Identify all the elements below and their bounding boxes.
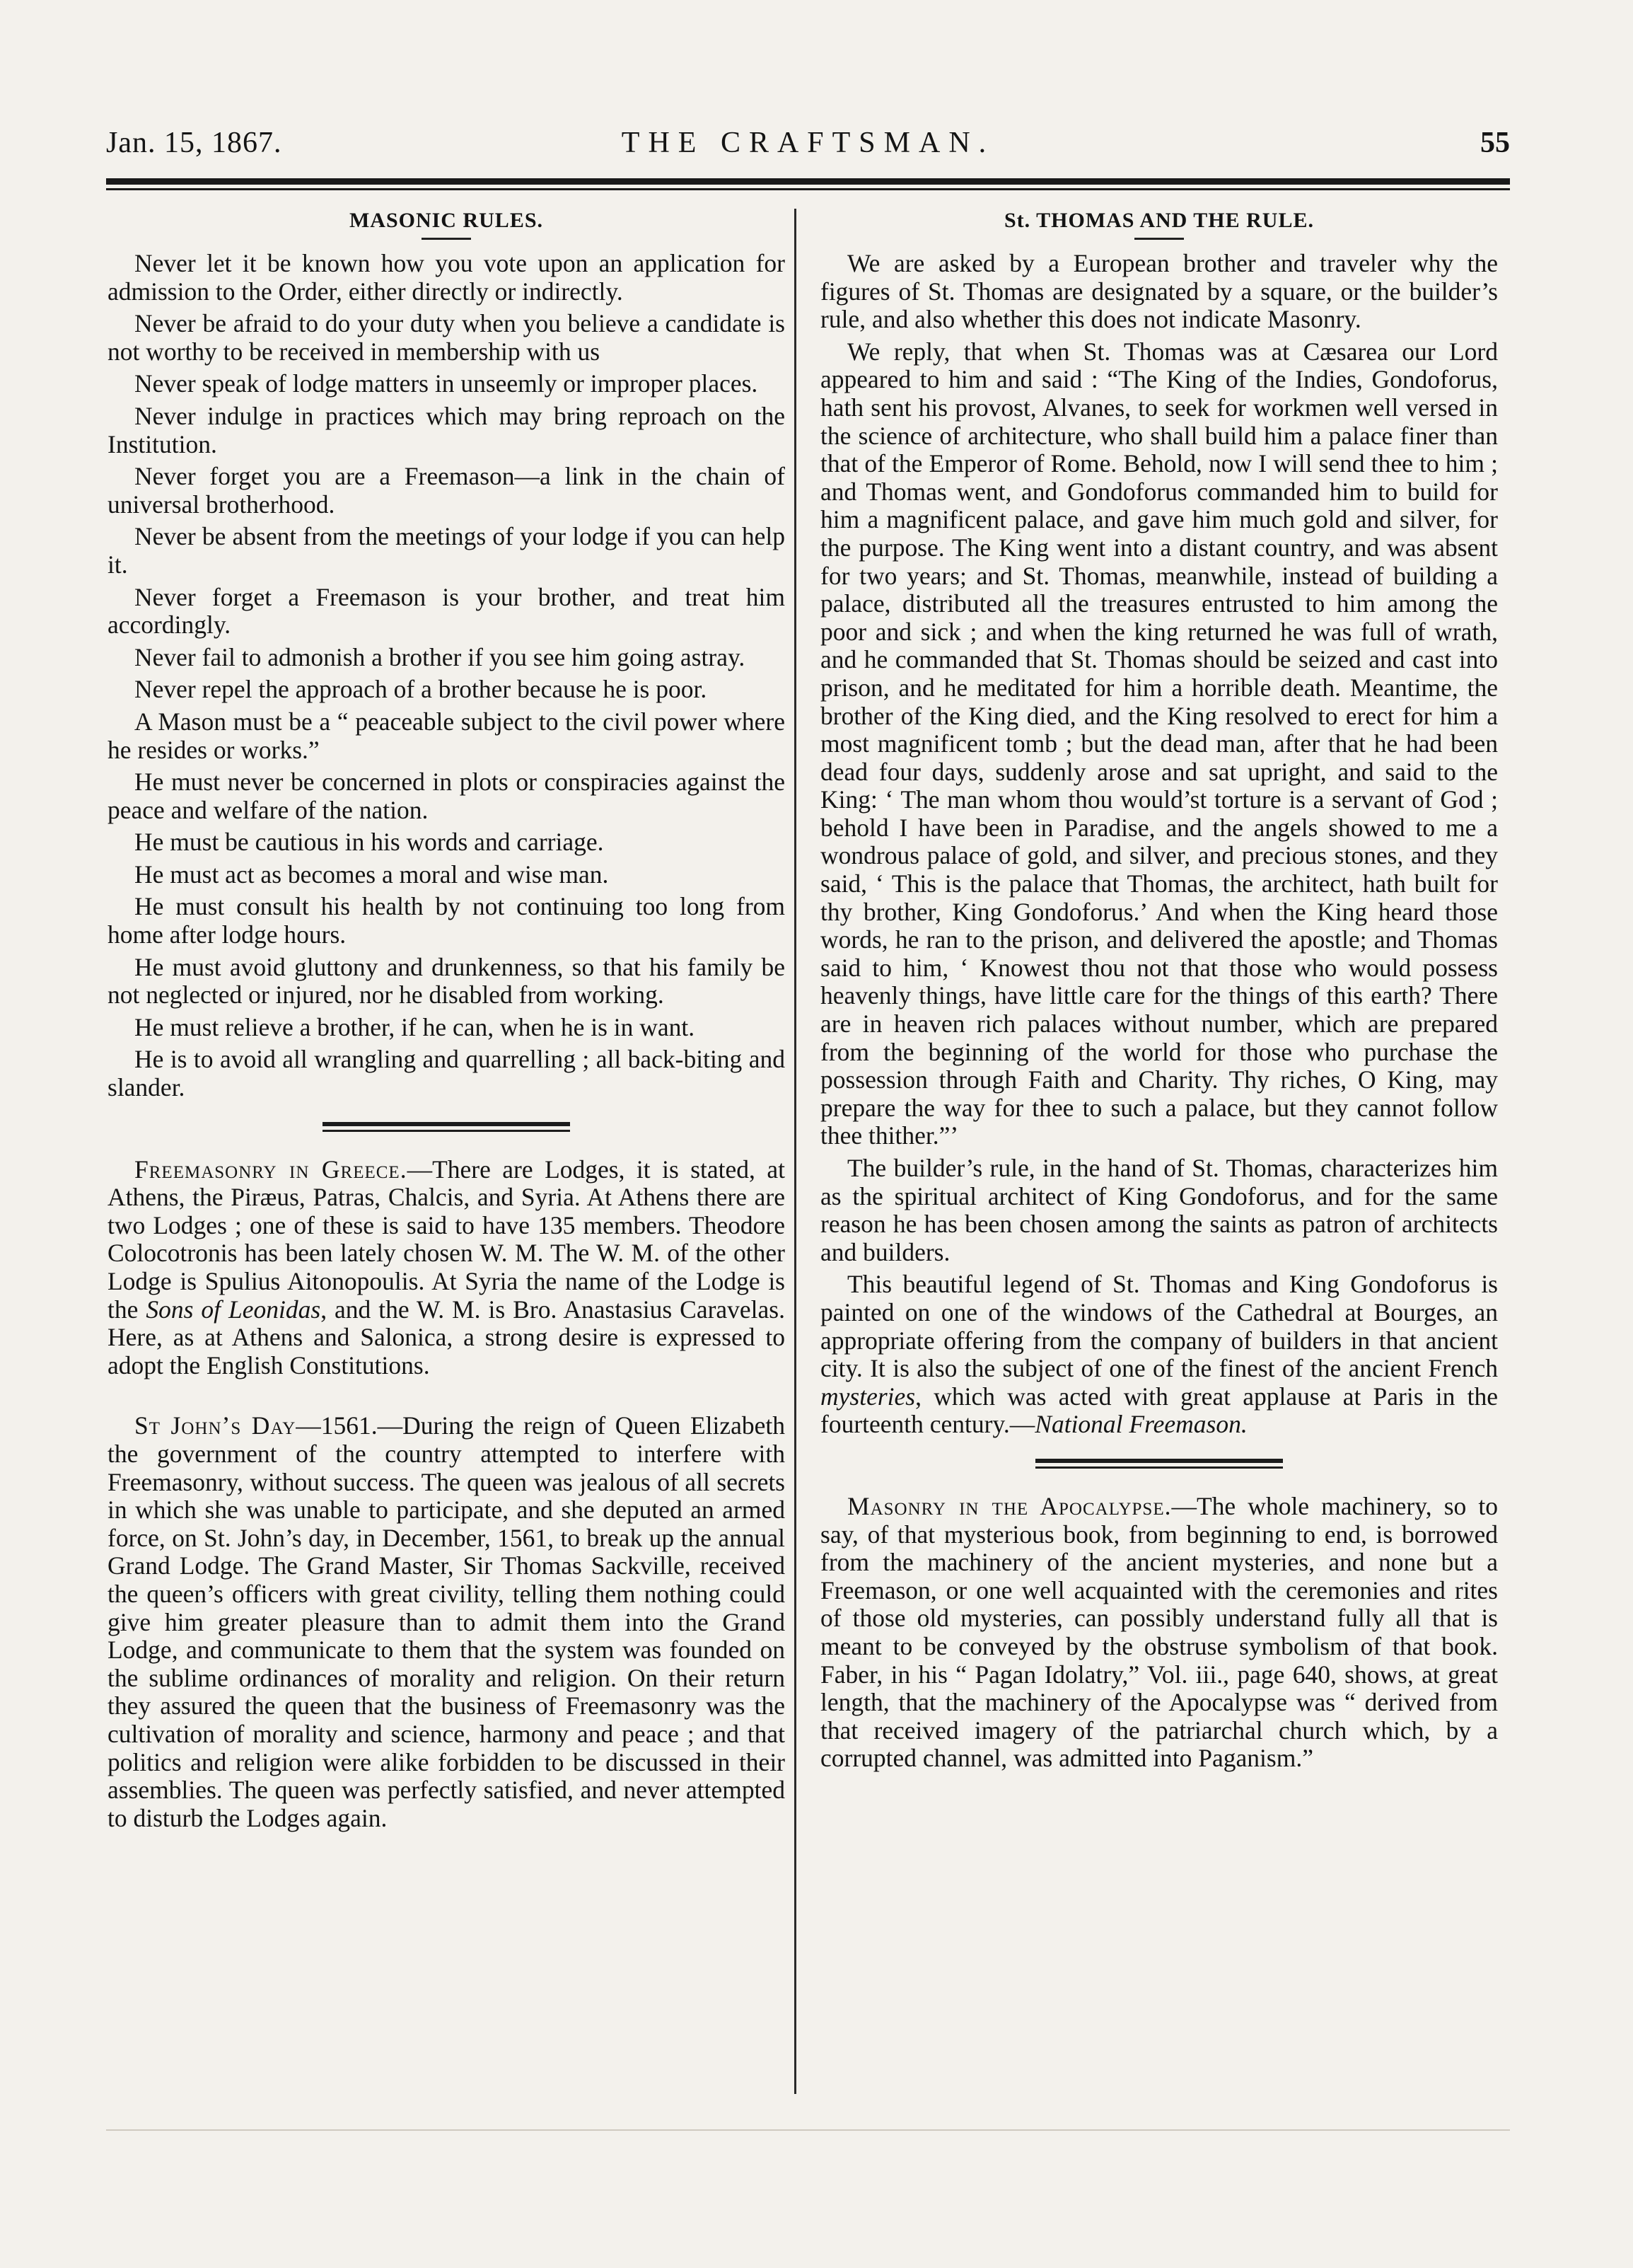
lodge-name: Sons of Leonidas <box>146 1295 321 1324</box>
page-bottom-edge <box>106 2129 1510 2131</box>
rule-paragraph: He must never be concerned in plots or conspiracies against the peace and welfare of the nation. <box>107 768 785 824</box>
st-thomas-p3: The builder’s rule, in the hand of St. Thomas, characterizes him as the spiritual architect of King Gondoforus, and for the same reason he has been chosen among the saints as patron of architects and builders. <box>820 1154 1498 1266</box>
st-thomas-p1: We are asked by a European brother and traveler why the figures of St. Thomas are designated by a square, or the builder’s rule, and also whether this does not indicate Masonry. <box>820 249 1498 334</box>
st-thomas-heading: St. THOMAS AND THE RULE. <box>1004 209 1314 232</box>
issue-date: Jan. 15, 1867. <box>106 127 282 159</box>
section-separator <box>1035 1459 1283 1469</box>
rule-paragraph: He must act as becomes a moral and wise man. <box>134 860 609 889</box>
rule-paragraph: Never indulge in practices which may bring reproach on the Institution. <box>107 401 785 458</box>
st-john-paragraph <box>107 1412 785 1832</box>
greece-lead: Freemasonry in Greece. <box>134 1155 407 1184</box>
rules-list <box>107 250 785 1102</box>
rule-paragraph: Never fail to admonish a brother if you see him going astray. <box>134 642 745 671</box>
right-column <box>820 207 1498 1773</box>
st-thomas-p4 <box>820 1271 1498 1439</box>
source-credit: National Freemason. <box>1035 1410 1248 1439</box>
spacer <box>107 1379 785 1412</box>
rule-paragraph: He must consult his health by not continuing too long from home after lodge hours. <box>107 892 785 949</box>
rule-paragraph: Never speak of lodge matters in unseemly or improper places. <box>134 369 758 398</box>
apocalypse-paragraph <box>820 1493 1498 1773</box>
rule-paragraph: Never be afraid to do your duty when you believe a candidate is not worthy to be received in membership with us <box>107 309 785 366</box>
page-number: 55 <box>1480 127 1510 159</box>
page-header <box>106 122 1510 164</box>
greece-paragraph <box>107 1156 785 1380</box>
masonic-rules-article <box>107 207 785 1102</box>
rule-paragraph: Never let it be known how you vote upon an application for admission to the Order, either directly or indirectly. <box>107 249 785 306</box>
header-rule-thick <box>106 178 1510 185</box>
st-thomas-article <box>820 207 1498 1439</box>
st-john-lead: St John’s Day <box>134 1411 296 1440</box>
apocalypse-text: —The whole machinery, so to say, of that mysterious book, from beginning to end, is borrowed from the machinery of the ancient mysteries, and none but a Freemason, or one well acquainted with the ceremonies and rites of those old mysteries, can possibly understand fully all that is meant to be conveyed by the obstruse symbolism of that book. Faber, in his “ Pagan Idolatry,” Vol. iii., page 640, shows, at great length, that the machinery of the Apocalypse was “ derived from that received imagery of the patriarchal church which, by a corrupted channel, was admitted into Paganism.” <box>820 1491 1498 1773</box>
greece-text-end: , and the W. M. is Bro. Anastasius Caravelas. Here, as at Athens and Salonica, a strong desire is expressed to adopt the English Constitutions. <box>107 1295 785 1379</box>
column-divider <box>794 209 796 2094</box>
greece-text: —There are Lodges, it is stated, at Athens, the Piræus, Patras, Chalcis, and Syria. At Athens there are two Lodges ; one of these is said to have 135 members. Theodore Colocotronis has been lately chosen W. M. The W. M. of the other Lodge is Spulius Aitonopoulis. At Syria the name of the Lodge is the <box>107 1155 785 1324</box>
st-thomas-p2: We reply, that when St. Thomas was at Cæsarea our Lord appeared to him and said : “The King of the Indies, Gondoforus, hath sent his provost, Alvanes, to seek for workmen well versed in the science of architecture, who shall build him a palace finer than that of the Emperor of Rome. Behold, now I will send thee to him ; and Thomas went, and Gondoforus commanded him to build for him a magnificent palace, and gave him much gold and silver, for the purpose. The King went into a distant country, and was absent for two years; and St. Thomas, meanwhile, instead of building a palace, distributed all the treasures entrusted to him among the poor and sick ; and when the king returned he was full of wrath, and he commanded that St. Thomas should be seized and cast into prison, and he meditated for him a horrible death. Meantime, the brother of the King died, and the King resolved to erect for him a most magnificent tomb ; but the dead man, after that he had been dead four days, suddenly arose and sat upright, and said to the King: ‘ The man whom thou would’st torture is a servant of God ; behold I have been in Paradise, and the angels showed to me a wondrous palace of gold, and silver, and precious stones, and they said, ‘ This is the palace that Thomas, the architect, hath built for thy brother, King Gondoforus.’ And when the King heard those words, he ran to the prison, and delivered the apostle; and Thomas said to him, ‘ Knowest thou not that those who would possess heavenly things, have little care for the things of this earth? There are in heaven rich palaces without number, which are prepared from the beginning of the world for those who purchase the possession through Faith and Charity. Thy riches, O King, may prepare the way for thee to such a palace, but they cannot follow thee thither.”’ <box>820 337 1498 1150</box>
rule-paragraph: Never forget you are a Freemason—a link in the chain of universal brotherhood. <box>107 462 785 519</box>
st-john-article <box>107 1412 785 1832</box>
greece-article <box>107 1156 785 1380</box>
rule-paragraph: He must be cautious in his words and carriage. <box>134 828 604 857</box>
rule-paragraph: Never repel the approach of a brother because he is poor. <box>134 675 707 704</box>
heading-dash <box>422 238 471 240</box>
left-column <box>107 207 785 1832</box>
publication-title: THE CRAFTSMAN. <box>621 127 995 159</box>
masonic-rules-heading: MASONIC RULES. <box>349 209 544 232</box>
section-separator <box>322 1122 570 1132</box>
apocalypse-article <box>820 1493 1498 1773</box>
st-thomas-p4-text: This beautiful legend of St. Thomas and King Gondoforus is painted on one of the windows of the Cathedral at Bourges, an appropriate offering from the company of builders in that ancient city. It is also the subject of one of the finest of the ancient French <box>820 1270 1498 1383</box>
rule-paragraph: He is to avoid all wrangling and quarrelling ; all back-biting and slander. <box>107 1045 785 1102</box>
mysteries-word: mysteries <box>820 1382 916 1411</box>
rule-paragraph: Never be absent from the meetings of your lodge if you can help it. <box>107 522 785 579</box>
rule-paragraph: A Mason must be a “ peaceable subject to the civil power where he resides or works.” <box>107 707 785 764</box>
st-thomas-p4-rest: , which was acted with great applause at Paris in the fourteenth century.— <box>820 1382 1498 1439</box>
apocalypse-lead: Masonry in the Apocalypse. <box>847 1491 1172 1520</box>
header-rule-thin <box>106 188 1510 190</box>
rule-paragraph: Never forget a Freemason is your brother, and treat him accordingly. <box>107 582 785 640</box>
st-john-text: —1561.—During the reign of Queen Elizabeth the government of the country attempted to interfere with Freemasonry, without success. The queen was jealous of all secrets in which she was unable to participate, and she deputed an armed force, on St. John’s day, in December, 1561, to break up the annual Grand Lodge. The Grand Master, Sir Thomas Sackville, received the queen’s officers with great civility, telling them nothing could give him greater pleasure than to admit them into the Grand Lodge, and communicate to them that the system was founded on the sublime ordinances of morality and religion. On their return they assured the queen that the business of Freemasonry was the cultivation of morality and science, harmony and peace ; and that politics and religion were alike forbidden to be discussed in their assemblies. The queen was perfectly satisfied, and never attempted to disturb the Lodges again. <box>107 1411 786 1832</box>
heading-dash <box>1134 238 1184 240</box>
rule-paragraph: He must avoid gluttony and drunkenness, so that his family be not neglected or injured, nor he disabled from working. <box>107 952 785 1009</box>
rule-paragraph: He must relieve a brother, if he can, when he is in want. <box>134 1012 695 1041</box>
